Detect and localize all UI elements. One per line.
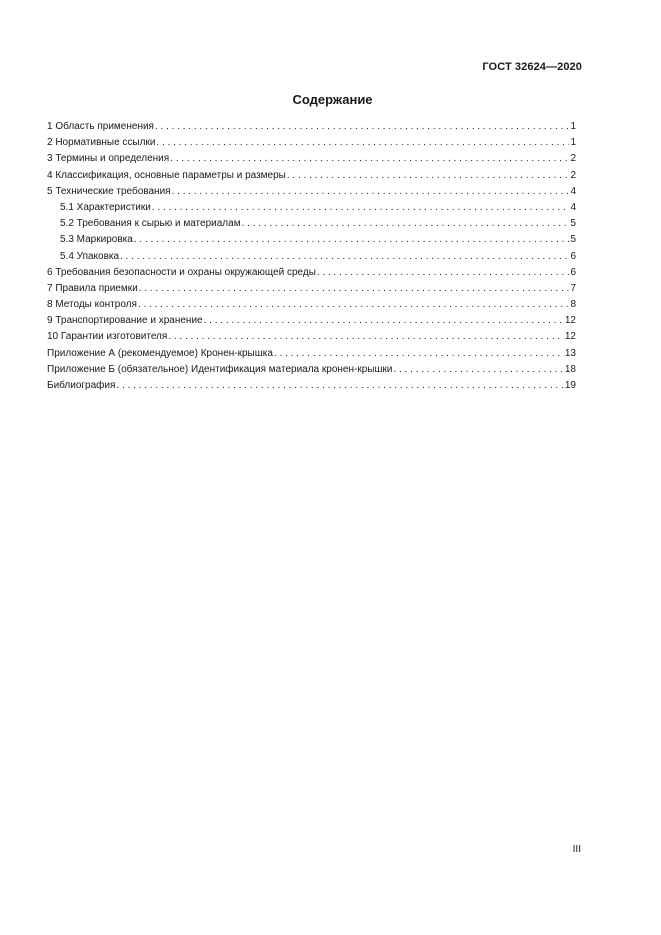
toc-dot-leader (204, 313, 564, 329)
toc-entry-page: 1 (570, 137, 576, 149)
toc-dot-leader (317, 265, 570, 281)
toc-entry-label: 5.2 Требования к сырью и материалам (60, 218, 241, 230)
toc-entry-page: 19 (564, 380, 576, 391)
toc-dot-leader (393, 362, 563, 378)
toc-entry[interactable] (47, 135, 576, 151)
toc-entry[interactable] (47, 184, 576, 200)
toc-dot-leader (139, 281, 570, 297)
toc-entry-label: 5.4 Упаковка (60, 250, 120, 262)
document-code: ГОСТ 32624—2020 (482, 61, 582, 73)
toc-entry-page: 6 (570, 266, 576, 278)
toc-entry-page: 18 (564, 363, 576, 375)
toc-entry[interactable] (47, 329, 576, 345)
toc-entry[interactable] (47, 281, 576, 297)
toc-entry-page: 1 (570, 121, 576, 132)
toc-dot-leader (134, 232, 570, 248)
toc-entry[interactable] (47, 216, 576, 232)
toc-dot-leader (274, 346, 564, 362)
toc-entry-label: 6 Требования безопасности и охраны окружающей среды (47, 266, 316, 278)
toc-entry[interactable] (47, 265, 576, 281)
toc-entry-label: 5.3 Маркировка (60, 234, 133, 246)
toc-entry-page: 13 (564, 347, 576, 359)
toc-entry-label: Приложение Б (обязательное) Идентификация материала кронен-крышки (47, 363, 393, 375)
toc-entry-page: 5 (570, 234, 576, 246)
toc-entry-page: 8 (570, 299, 576, 311)
toc-entry[interactable] (47, 119, 576, 135)
toc-entry[interactable] (47, 313, 576, 329)
toc-entry-page: 12 (564, 331, 576, 343)
toc-dot-leader (156, 135, 569, 151)
toc-dot-leader (242, 216, 570, 232)
toc-dot-leader (120, 249, 569, 265)
toc-dot-leader (172, 184, 570, 200)
toc-entry-page: 4 (570, 201, 576, 213)
toc-entry-page: 5 (570, 218, 576, 230)
toc-entry-label: 5.1 Характеристики (60, 201, 151, 213)
toc-entry-page: 2 (570, 169, 576, 181)
toc-entry-label: 10 Гарантии изготовителя (47, 331, 168, 343)
toc-dot-leader (287, 168, 570, 184)
toc-dot-leader (155, 119, 569, 135)
toc-dot-leader (116, 378, 563, 394)
toc-entry-page: 6 (570, 250, 576, 262)
toc-dot-leader (170, 151, 569, 167)
toc-entry-page: 7 (570, 282, 576, 294)
toc-entry[interactable] (47, 151, 576, 167)
toc-entry[interactable] (47, 378, 576, 394)
toc-entry-page: 2 (570, 153, 576, 165)
toc-entry[interactable] (47, 346, 576, 362)
toc-entry-label: 2 Нормативные ссылки (47, 137, 156, 149)
toc-entry[interactable] (47, 297, 576, 313)
toc-entry-label: 3 Термины и определения (47, 153, 170, 165)
toc-entry[interactable] (47, 232, 576, 248)
toc-title: Содержание (292, 92, 373, 107)
toc-entry-page: 12 (564, 315, 576, 327)
toc-dot-leader (138, 297, 570, 313)
page-number: III (572, 844, 581, 855)
toc-dot-leader (152, 200, 570, 216)
toc-entry-page: 4 (570, 185, 576, 197)
toc-entry[interactable] (47, 249, 576, 265)
toc-entry[interactable] (47, 362, 576, 378)
toc-entry-label: 8 Методы контроля (47, 299, 137, 311)
toc-entry-label: 4 Классификация, основные параметры и размеры (47, 169, 286, 181)
toc-entry-label: 9 Транспортирование и хранение (47, 315, 203, 327)
toc-entry-label: 5 Технические требования (47, 185, 171, 197)
toc-entry-label: Приложение А (рекомендуемое) Кронен-крышка (47, 347, 273, 359)
toc-entry-label: 1 Область применения (47, 121, 154, 132)
toc-entry-label: 7 Правила приемки (47, 282, 138, 294)
toc-entry-label: Библиография (47, 380, 116, 391)
toc-dot-leader (168, 329, 564, 345)
table-of-contents (47, 119, 576, 394)
toc-entry[interactable] (47, 200, 576, 216)
toc-entry[interactable] (47, 168, 576, 184)
